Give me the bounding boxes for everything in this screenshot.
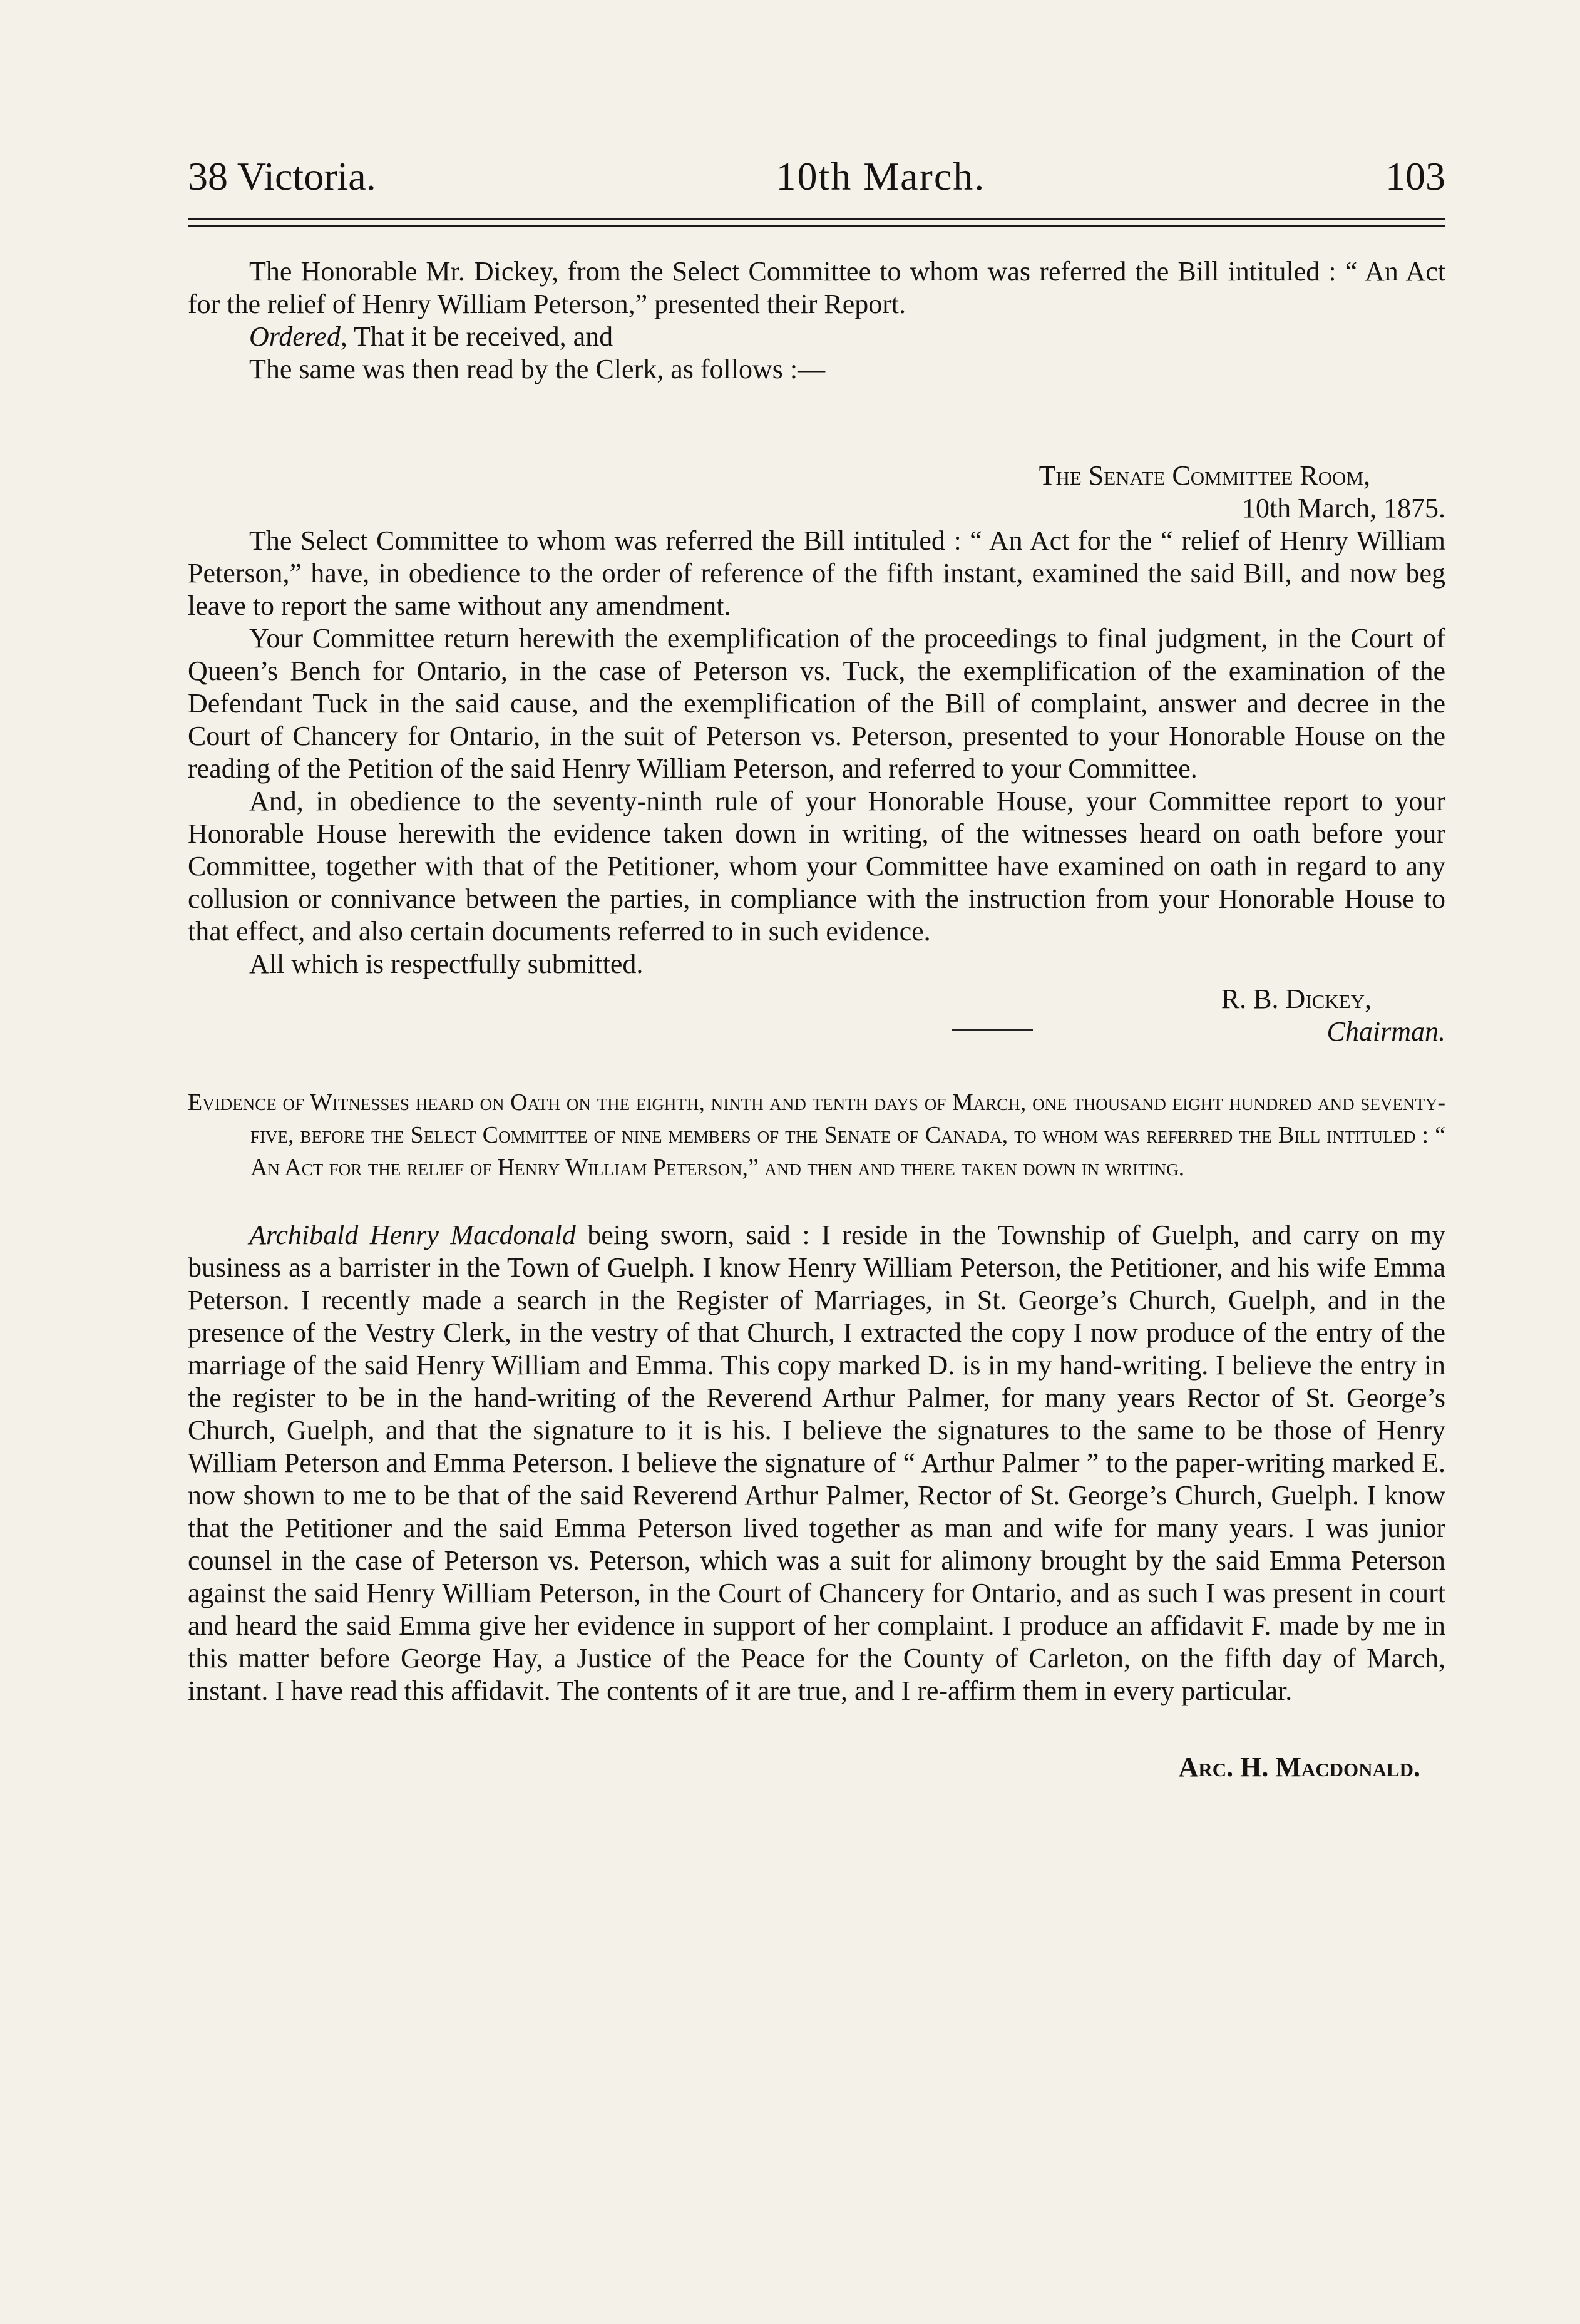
report-paragraph-3: And, in obedience to the seventy-ninth rule of your Honorable House, your Committee report to your Honorable House herewith the evidence taken down in writing, of the witnesses heard on oath before your Committee, together with that of the Petitioner, whom your Committee have examined on oath in regard to any collusion or connivance between the parties, in compliance with the instruction from your Honorable House to that effect, and also certain documents referred to in such evidence. xyxy=(188,786,1445,947)
session-label: 38 Victoria. xyxy=(188,154,376,198)
ordered-line xyxy=(188,321,1445,353)
committee-room xyxy=(188,460,1445,525)
room-line: The Senate Committee Room, xyxy=(1039,460,1370,491)
testimony-text: being sworn, said : I reside in the Township of Guelph, and carry on my business as a barrister in the Town of Guelph. I know Henry William Peterson, the Petitioner, and his wife Emma Peterson. I recently made a search in the Register of Marriages, in St. George’s Church, Guelph, and in the presence of the Vestry Clerk, in the vestry of that Church, I extracted the copy I now produce of the entry of the marriage of the said Henry William and Emma. This copy marked D. is in my hand-writing. I believe the entry in the register to be in the hand-writing of the Reverend Arthur Palmer, for many years Rector of St. George’s Church, Guelph, and that the signature to it is his. I believe the signatures to the same to be those of Henry William Peterson and Emma Peterson. I believe the signature of “ Arthur Palmer ” to the paper-writing marked E. now shown to me to be that of the said Reverend Arthur Palmer, Rector of St. George’s Church, Guelph. I know that the Petitioner and the said Emma Peterson lived together as man and wife for many years. I was junior counsel in the case of Peterson vs. Peterson, which was a suit for alimony brought by the said Emma Peterson against the said Henry William Peterson, in the Court of Chancery for Ontario, and as such I was present in court and heard the said Emma give her evidence in support of her complaint. I produce an affidavit F. made by me in this matter before George Hay, a Justice of the Peace for the County of Carleton, on the fifth day of March, instant. I have read this affidavit. The contents of it are true, and I re-affirm them in every particular. xyxy=(188,1220,1445,1706)
ordered-rest: , That it be received, and xyxy=(340,321,613,352)
page-number: 103 xyxy=(1385,154,1445,198)
witness-testimony xyxy=(188,1219,1445,1707)
report-paragraph-2: Your Committee return herewith the exemplification of the proceedings to final judgment, in the Court of Queen’s Bench for Ontario, in the case of Peterson vs. Tuck, the exemplification of the examination of the Defendant Tuck in the said cause, and the exemplification of the Bill of complaint, answer and decree in the Court of Chancery for Ontario, in the suit of Peterson vs. Peterson, presented to your Honorable House on the reading of the Petition of the said Henry William Peterson, and referred to your Committee. xyxy=(188,623,1445,784)
witness-name: Archibald Henry Macdonald xyxy=(249,1220,576,1250)
room-date: 10th March, 1875. xyxy=(1241,493,1445,523)
testimony-paragraph xyxy=(188,1219,1445,1707)
report-closing: All which is respectfully submitted. xyxy=(249,949,644,979)
ordered-word: Ordered xyxy=(249,321,341,352)
report-intro: The Honorable Mr. Dickey, from the Select Committee to whom was referred the Bill intituled : “ An Act for the relief of Henry William Peterson,” presented their Report. xyxy=(188,256,1445,319)
signer-name: R. B. Dickey, xyxy=(1221,984,1372,1014)
read-line: The same was then read by the Clerk, as follows :— xyxy=(249,354,826,384)
signer-title: Chairman. xyxy=(1326,1016,1445,1047)
report-paragraph-1: The Select Committee to whom was referred the Bill intituled : “ An Act for the “ relief of Henry William Peterson,” have, in obedience to the order of reference of the fifth instant, examined the said Bill, and now beg leave to report the same without any amendment. xyxy=(188,525,1445,621)
report-section xyxy=(188,255,1445,1047)
header-rule xyxy=(188,218,1445,227)
date-label: 10th March. xyxy=(776,154,986,198)
witness-signature: Arc. H. Macdonald. xyxy=(1178,1752,1420,1782)
evidence-heading: Evidence of Witnesses heard on Oath on the eighth, ninth and tenth days of March, one thousand eight hundred and seventy-five, before the Select Committee of nine members of the Senate of Canada, to whom was referred the Bill intituled : “ An Act for the relief of Henry William Peterson,” and then and there taken down in writing. xyxy=(188,1089,1445,1181)
page-header xyxy=(188,154,1445,198)
chairman-signature xyxy=(188,983,1445,1048)
section-divider xyxy=(952,1029,1033,1031)
